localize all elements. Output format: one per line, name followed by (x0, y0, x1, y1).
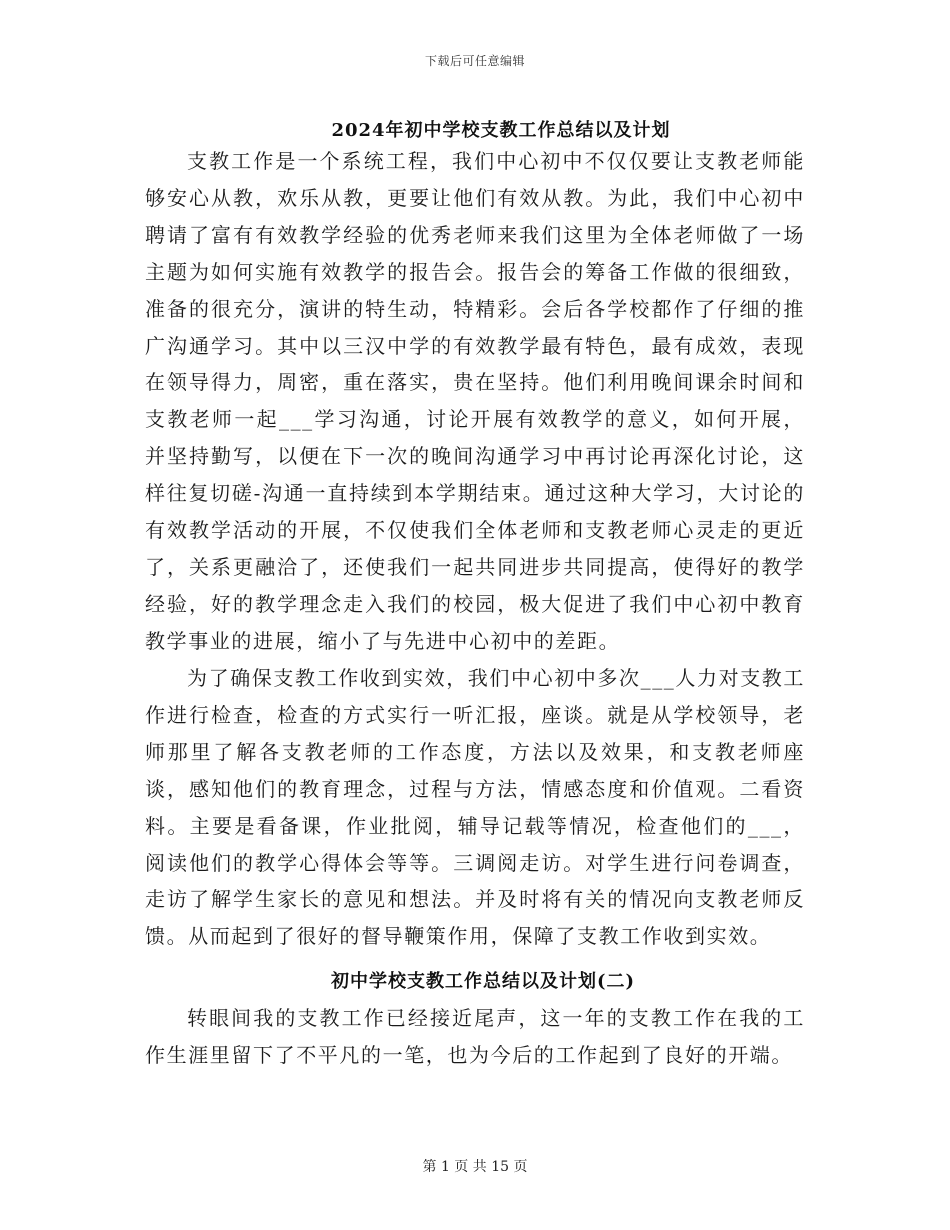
header-note: 下载后可任意编辑 (424, 54, 525, 68)
page-number: 第 1 页 共 15 页 (422, 1159, 528, 1175)
body-paragraph-3: 转眼间我的支教工作已经接近尾声，这一年的支教工作在我的工作生涯里留下了不平凡的一笔，也为今后的工作起到了良好的开端。 (145, 1006, 805, 1067)
body-paragraph-2: 为了确保支教工作收到实效，我们中心初中多次___人力对支教工作进行检查，检查的方式实行一听汇报，座谈。就是从学校领导，老师那里了解各支教老师的工作态度，方法以及效果，和支教老师座谈，感知他们的教育理念，过程与方法，情感态度和价值观。二看资料。主要是看备课，作业批阅，辅导记载等情况，检查他们的___，阅读他们的教学心得体会等等。三调阅走访。对学生进行问卷调查，走访了解学生家长的意见和想法。并及时将有关的情况向支教老师反馈。从而起到了很好的督导鞭策作用，保障了支教工作收到实效。 (145, 666, 805, 949)
document-title: 2024年初中学校支教工作总结以及计划 (331, 120, 671, 141)
body-paragraph-1: 支教工作是一个系统工程，我们中心初中不仅仅要让支教老师能够安心从教，欢乐从教，更要让他们有效从教。为此，我们中心初中聘请了富有有效教学经验的优秀老师来我们这里为全体老师做了一场主题为如何实施有效教学的报告会。报告会的筹备工作做的很细致，准备的很充分，演讲的特生动，特精彩。会后各学校都作了仔细的推广沟通学习。其中以三汉中学的有效教学最有特色，最有成效，表现在领导得力，周密，重在落实，贵在坚持。他们利用晚间课余时间和支教老师一起___学习沟通，讨论开展有效教学的意义，如何开展，并坚持勤写，以便在下一次的晚间沟通学习中再讨论再深化讨论，这样往复切磋-沟通一直持续到本学期结束。通过这种大学习，大讨论的有效教学活动的开展，不仅使我们全体老师和支教老师心灵走的更近了，关系更融洽了，还使我们一起共同进步共同提高，使得好的教学经验，好的教学理念走入我们的校园，极大促进了我们中心初中教育教学事业的进展，缩小了与先进中心初中的差距。 (145, 149, 805, 653)
section-subtitle: 初中学校支教工作总结以及计划(二) (330, 971, 636, 992)
